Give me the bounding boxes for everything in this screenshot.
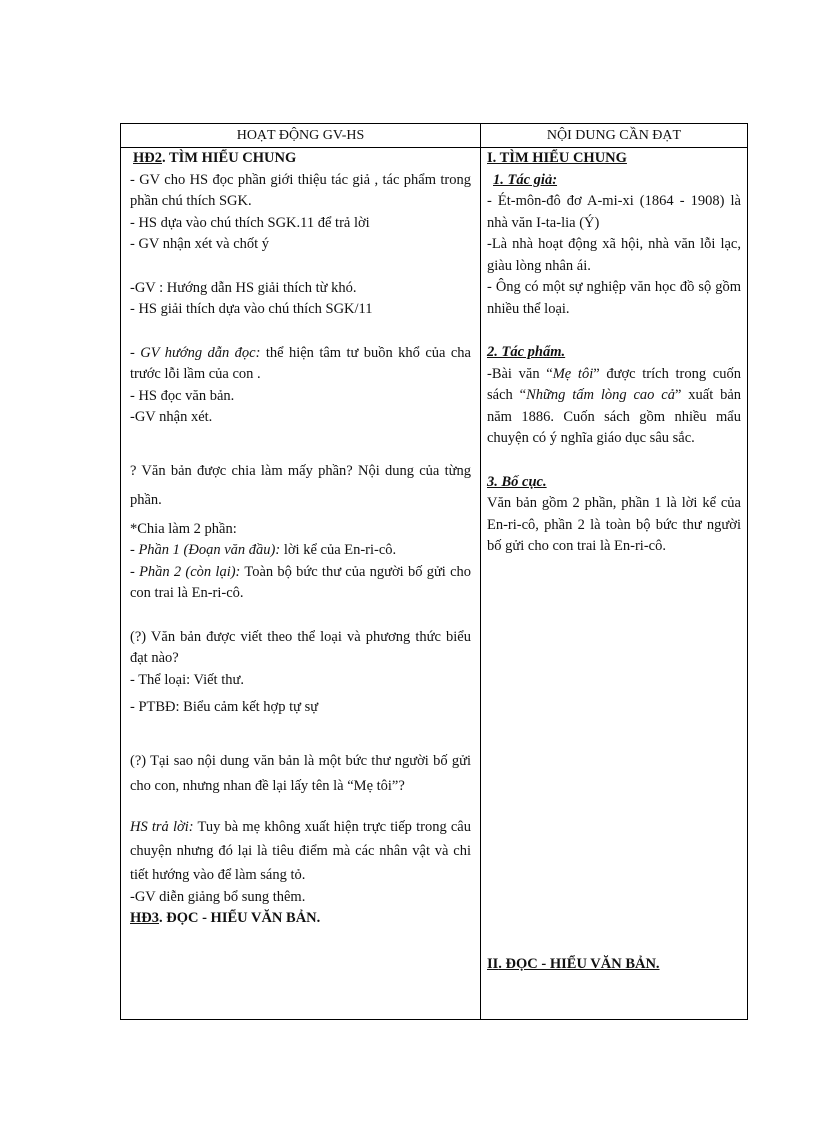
- left-line: - GV hướng dẫn đọc: thể hiện tâm tư buồn khổ của cha trước lỗi lầm của con .: [130, 344, 471, 382]
- layout-heading: 3. Bố cục.: [487, 473, 547, 490]
- left-line: - HS đọc văn bản.: [130, 387, 235, 404]
- hd3-heading: HĐ3. ĐỌC - HIỂU VĂN BẢN.: [130, 910, 321, 926]
- answer-1-part2: - Phần 2 (còn lại): Toàn bộ bức thư của người bố gửi cho con trai là En-ri-cô.: [130, 563, 472, 601]
- left-column: [130, 148, 471, 930]
- section-2-title: II. ĐỌC - HIỂU VĂN BẢN.: [487, 956, 660, 972]
- left-line: - HS dựa vào chú thích SGK.11 để trả lời: [130, 214, 370, 231]
- question-3: (?) Tại sao nội dung văn bản là một bức thư người bố gửi cho con, nhưng nhan đề lại lấy tên là “Mẹ tôi”?: [130, 752, 471, 794]
- left-line: - GV nhận xét và chốt ý: [130, 236, 270, 252]
- header-right: NỘI DUNG CẦN ĐẠT: [546, 128, 682, 143]
- left-line: -GV : Hướng dẫn HS giải thích từ khó.: [130, 279, 357, 296]
- header-left: HOẠT ĐỘNG GV-HS: [236, 128, 365, 143]
- hd2-heading: HĐ2. TÌM HIỂU CHUNG: [133, 150, 297, 166]
- answer-3: HS trả lời: Tuy bà mẹ không xuất hiện trực tiếp trong câu chuyện nhưng đó lại là tiêu điểm mà các nhân vật và chi tiết hướng vào để làm sáng tỏ.: [130, 818, 471, 883]
- left-line: -GV nhận xét.: [130, 409, 213, 425]
- work-heading: 2. Tác phẩm.: [487, 344, 566, 360]
- left-line: -GV diễn giảng bổ sung thêm.: [130, 888, 306, 905]
- lesson-table: [120, 123, 748, 1020]
- left-line: - HS giải thích dựa vào chú thích SGK/11: [130, 301, 373, 317]
- section-1-title: I. TÌM HIỂU CHUNG: [487, 150, 627, 166]
- question-1: ? Văn bản được chia làm mấy phần? Nội dung của từng phần.: [130, 462, 471, 508]
- work-text: -Bài văn “Mẹ tôi” được trích trong cuốn sách “Những tấm lòng cao cả” xuất bản năm 1886. Cuốn sách gồm nhiều mẩu chuyện có ý nghĩa giáo dục sâu sắc.: [487, 365, 742, 446]
- right-column: [487, 148, 742, 972]
- question-2: (?) Văn bản được viết theo thể loại và phương thức biểu đạt nào?: [130, 628, 471, 666]
- left-line: - GV cho HS đọc phần giới thiệu tác giả , tác phẩm trong phần chú thích SGK.: [130, 171, 471, 209]
- author-line: -Là nhà hoạt động xã hội, nhà văn lỗi lạc, giàu lòng nhân ái.: [487, 236, 741, 274]
- layout-text: Văn bản gồm 2 phần, phần 1 là lời kể của En-ri-cô, phần 2 là toàn bộ bức thư người bố gửi cho con trai là En-ri-cô.: [487, 495, 741, 554]
- answer-1-part1: - Phần 1 (Đoạn văn đầu): lời kể của En-ri-cô.: [130, 542, 397, 558]
- answer-2-genre: - Thể loại: Viết thư.: [130, 671, 244, 688]
- author-line: - Ét-môn-đô đơ A-mi-xi (1864 - 1908) là nhà văn I-ta-lia (Ý): [487, 193, 741, 231]
- answer-2-method: - PTBĐ: Biểu cảm kết hợp tự sự: [130, 699, 319, 715]
- column-divider: [480, 124, 481, 1019]
- author-line: - Ông có một sự nghiệp văn học đồ sộ gồm nhiều thể loại.: [487, 279, 741, 317]
- author-heading: 1. Tác giả:: [493, 171, 558, 188]
- answer-1-intro: *Chia làm 2 phần:: [130, 520, 237, 537]
